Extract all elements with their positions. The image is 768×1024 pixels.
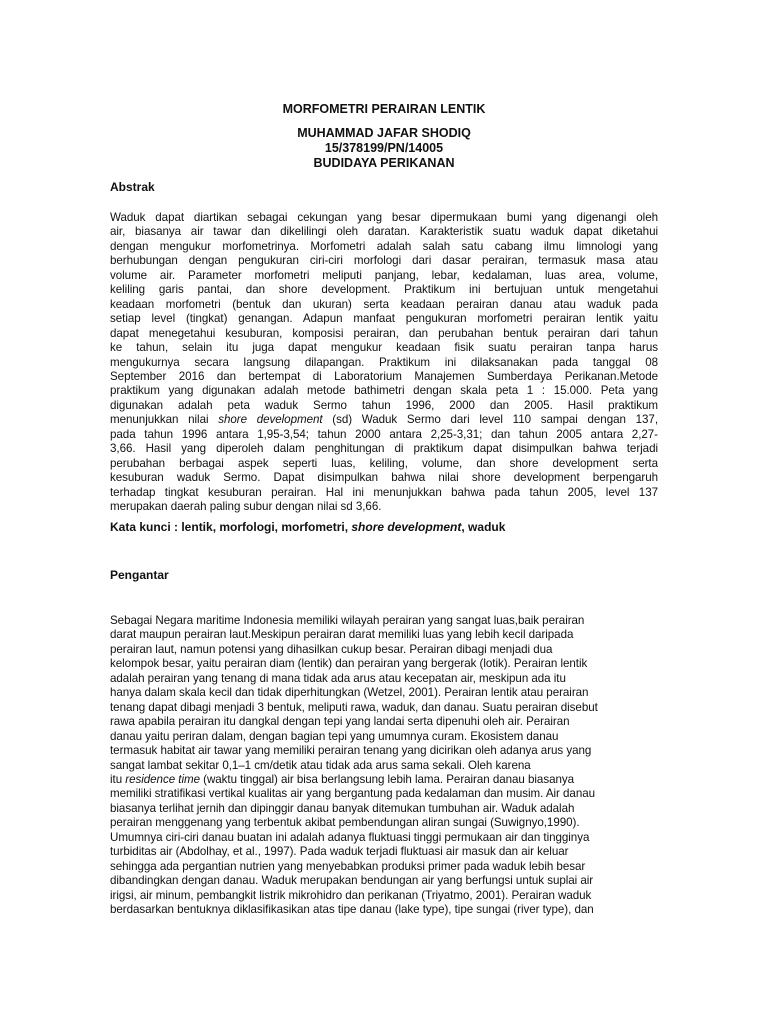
intro-line: sangat lambat sekitar 0,1–1 cm/detik atau tidak ada arus sama sekali. Oleh karena (110, 758, 531, 772)
abstract-line: volume air. Parameter morfometri meliputi panjang, lebar, kedalaman, luas area, volume, (110, 268, 658, 282)
intro-italic-term: residence time (125, 772, 200, 786)
abstract-line: praktikum yang digunakan adalah metode bathimetri dengan skala peta 1 : 15.000. Peta yang (110, 384, 658, 398)
author-block (0, 126, 768, 171)
abstract-line: merupakan daerah paling subur dengan nilai sd 3,66. (110, 500, 382, 514)
abstract-line: 3,66. Hasil yang diperoleh dalam penghitungan di praktikum dapat disimpulkan bahwa terjadi (110, 442, 658, 456)
abstract-line: keadaan morfometri (bentuk dan ukuran) serta keadaan perairan danau atau waduk pada (110, 297, 658, 311)
intro-line: memiliki stratifikasi vertikal kualitas air yang bergantung pada kedalaman dan musim. Air danau (110, 787, 596, 801)
abstract-line: setiap level (tingkat) genangan. Adapun manfaat pengukuran morfometri perairan lentik yaitu (110, 312, 658, 326)
intro-line: adalah perairan yang tenang di mana tidak ada arus atau kecepatan air, meskipun ada itu (110, 671, 566, 685)
abstract-line: kesuburan waduk Sermo. Dapat disimpulkan bahwa nilai shore development berpengaruh (110, 471, 658, 485)
document-title: MORFOMETRI PERAIRAN LENTIK (282, 102, 486, 116)
abstract-body (110, 211, 658, 515)
intro-line: sehingga ada pergantian nutrien yang menyebabkan produksi primer pada waduk lebih besar (110, 859, 586, 873)
abstract-line: Waduk dapat diartikan sebagai cekungan yang besar dipermukaan bumi yang digenangi oleh (110, 211, 658, 224)
keywords-suffix: , waduk (461, 520, 506, 534)
abstract-line: digunakan adalah peta waduk Sermo tahun 1996, 2000 dan 2005. Hasil praktikum (110, 398, 658, 412)
abstract-line-end: (sd) Waduk Sermo dari level 110 sampai dengan 137, (322, 413, 658, 427)
intro-line: Sebagai Negara maritime Indonesia memiliki wilayah perairan yang sangat luas,baik perairan (110, 614, 585, 627)
intro-line: irigsi, air minum, pembangkit listrik mikrohidro dan perikanan (Triyatmo, 2001). Perairan waduk (110, 888, 592, 902)
intro-line: hanya dalam skala kecil dan tidak diperhitungkan (Wetzel, 2001). Perairan lentik atau perairan (110, 686, 589, 700)
intro-heading: Pengantar (110, 568, 169, 582)
abstract-heading: Abstrak (110, 180, 155, 194)
intro-line: termasuk habitat air tawar yang memiliki perairan tenang yang dicirikan oleh adanya arus yang (110, 744, 592, 758)
keywords-line (110, 520, 505, 535)
intro-line: biasanya terlihat jernih dan dipinggir danau banyak ditemukan tumbuhan air. Waduk adalah (110, 801, 575, 815)
abstract-line: perubahan berbagai aspek seperti luas, keliling, volume, dan shore development serta (110, 456, 658, 470)
intro-line: berdasarkan bentuknya diklasifikasikan atas tipe danau (lake type), tipe sungai (river type), dan (110, 903, 594, 917)
intro-line-start: itu (110, 772, 126, 786)
abstract-line: dengan mengukur morfometrinya. Morfometri adalah salah satu cabang ilmu limnologi yang (110, 239, 658, 253)
intro-body (110, 614, 658, 918)
intro-line: perairan laut, namun potensi yang dihasilkan cukup besar. Perairan dibagi menjadi dua (110, 642, 553, 656)
abstract-line-start: menunjukkan nilai (110, 413, 219, 427)
abstract-line-mixed (110, 413, 658, 427)
intro-line-mixed (110, 773, 658, 787)
intro-line: Umumnya ciri-ciri danau buatan ini adalah adanya fluktuasi tinggi permukaan air dan tingginya (110, 830, 590, 844)
intro-line: perairan menggenang yang terbentuk akibat pembendungan aliran sungai (Suwignyo,1990). (110, 816, 580, 830)
intro-line: dibandingkan dengan danau. Waduk merupakan bendungan air yang berfungsi untuk suplai air (110, 874, 594, 888)
intro-line: darat maupun perairan laut.Meskipun perairan darat memiliki luas yang lebih kecil daripada (110, 628, 574, 642)
abstract-line: air, biasanya air tawar dan dikelilingi oleh daratan. Karakteristik suatu waduk dapat diketahui (110, 225, 658, 239)
abstract-line: berhubungan dengan pengukuran ciri-ciri morfologi dari dasar perairan, termasuk masa atau (110, 254, 658, 268)
abstract-line: mengukurnya secara langsung dilapangan. Praktikum ini dilaksanakan pada tanggal 08 (110, 355, 658, 369)
abstract-italic-term: shore development (218, 413, 323, 427)
abstract-line: keliling garis pantai, dan shore development. Praktikum ini bertujuan untuk mengetahui (110, 283, 658, 297)
intro-line: kelompok besar, yaitu perairan diam (lentik) dan perairan yang bergerak (lotik). Perairan lentik (110, 657, 588, 671)
author-name: MUHAMMAD JAFAR SHODIQ (297, 126, 471, 140)
intro-line: turbiditas air (Abdolhay, et al., 1997). Pada waduk terjadi fluktuasi air masuk dan air keluar (110, 845, 569, 859)
intro-line: rawa apabila perairan itu dangkal dengan tepi yang landai serta dipenuhi oleh air. Perairan (110, 715, 570, 729)
study-program: BUDIDAYA PERIKANAN (313, 156, 455, 170)
keywords-italic: shore development (351, 520, 462, 534)
abstract-line: dapat menegetahui kesuburan, komposisi perairan, dan perubahan bentuk perairan dari tahun (110, 326, 658, 340)
student-id: 15/378199/PN/14005 (324, 141, 444, 155)
keywords-prefix: Kata kunci : lentik, morfologi, morfometri, (110, 520, 352, 534)
intro-line-end: (waktu tinggal) air bisa berlangsung lebih lama. Perairan danau biasanya (199, 772, 575, 786)
abstract-line: pada tahun 1996 antara 1,95-3,54; tahun 2000 antara 2,25-3,31; dan tahun 2005 antara 2,27- (110, 427, 658, 441)
abstract-line: terhadap tingkat kesuburan perairan. Hal ini menunjukkan bahwa pada tahun 2005, level 137 (110, 485, 658, 499)
abstract-line: September 2016 dan bertempat di Laboratorium Manajemen Sumberdaya Perikanan.Metode (110, 369, 658, 383)
intro-line: tenang dapat dibagi menjadi 3 bentuk, meliputi rawa, waduk, dan danau. Suatu perairan disebut (110, 700, 598, 714)
intro-line: danau yaitu periran dalam, dengan bagian tepi yang umumnya curam. Ekosistem danau (110, 729, 559, 743)
abstract-line: ke tahun, selain itu juga dapat mengukur keadaan fisik suatu perairan tanpa harus (110, 341, 658, 355)
